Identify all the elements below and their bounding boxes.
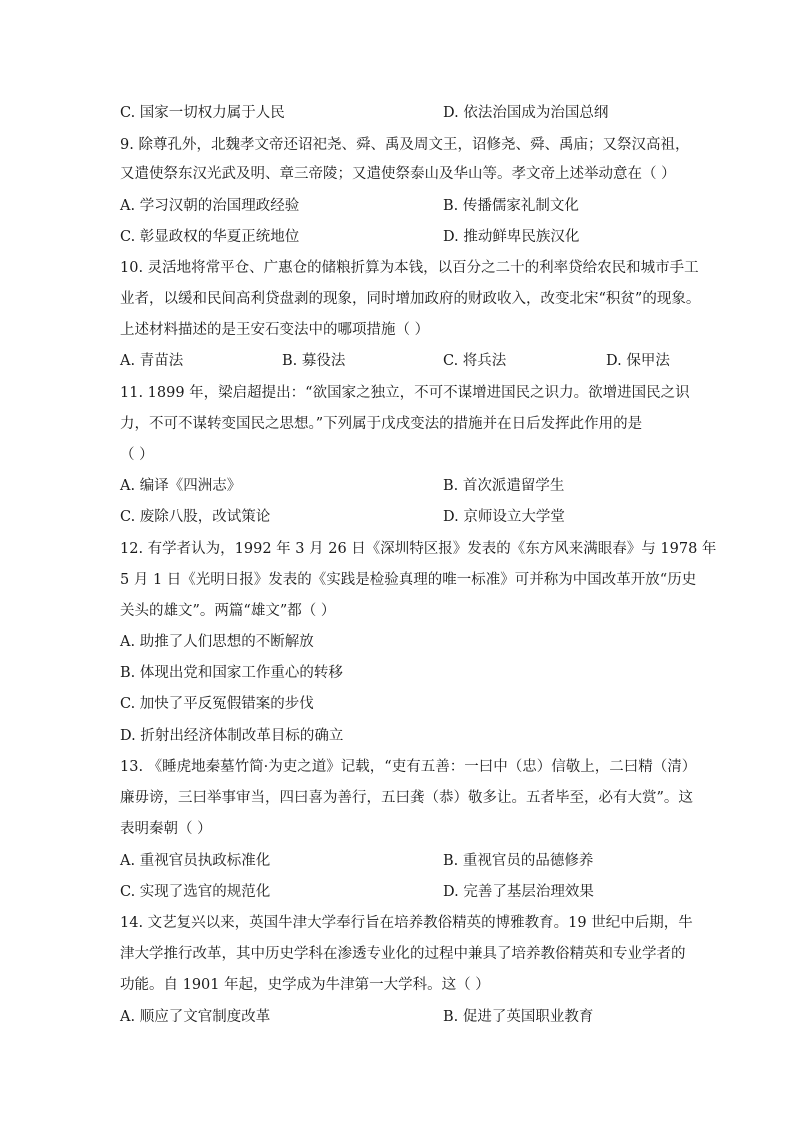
question-11-stem-line-3: （ ） bbox=[120, 447, 154, 463]
question-12-option-b: B. 体现出党和国家工作重心的转移 bbox=[120, 665, 343, 681]
question-11-option-d: D. 京师设立大学堂 bbox=[443, 509, 565, 525]
question-10-stem-line-2: 业者，以缓和民间高利贷盘剥的现象，同时增加政府的财政收入，改变北宋“积贫”的现象。 bbox=[120, 291, 701, 307]
question-13-stem-line-1: 13. 《睡虎地秦墓竹简·为吏之道》记载，“吏有五善：一曰中（忠）信敬上，二曰精（清） bbox=[120, 759, 697, 775]
question-10-option-d: D. 保甲法 bbox=[606, 353, 670, 369]
question-9-stem-line-1: 9. 除尊孔外，北魏孝文帝还诏祀尧、舜、禹及周文王，诏修尧、舜、禹庙；又祭汉高祖， bbox=[120, 137, 690, 153]
question-13-option-d: D. 完善了基层治理效果 bbox=[443, 884, 594, 900]
question-12-option-d: D. 折射出经济体制改革目标的确立 bbox=[120, 728, 344, 744]
question-12-stem-line-2: 5 月 1 日《光明日报》发表的《实践是检验真理的唯一标准》可并称为中国改革开放“历史 bbox=[120, 572, 697, 588]
question-14-stem-line-3: 功能。自 1901 年起，史学成为牛津第一大学科。这（ ） bbox=[120, 977, 490, 993]
question-13-option-c: C. 实现了选官的规范化 bbox=[120, 884, 271, 900]
question-9-option-d: D. 推动鲜卑民族汉化 bbox=[443, 229, 580, 245]
question-11-stem-line-1: 11. 1899 年，梁启超提出：“欲国家之独立，不可不谋增进国民之识力。欲增进国民之识 bbox=[120, 385, 690, 401]
question-14-option-a: A. 顺应了文官制度改革 bbox=[120, 1009, 271, 1025]
question-11-option-c: C. 废除八股，改试策论 bbox=[120, 509, 271, 525]
option-prev-d: D. 依法治国成为治国总纲 bbox=[443, 105, 609, 121]
question-10-stem-line-3: 上述材料描述的是王安石变法中的哪项措施（ ） bbox=[120, 322, 430, 338]
question-12-option-a: A. 助推了人们思想的不断解放 bbox=[120, 634, 314, 650]
question-11-option-b: B. 首次派遣留学生 bbox=[443, 478, 565, 494]
option-prev-c: C. 国家一切权力属于人民 bbox=[120, 105, 285, 121]
question-14-stem-line-2: 津大学推行改革，其中历史学科在渗透专业化的过程中兼具了培养教俗精英和专业学者的 bbox=[120, 946, 686, 962]
question-14-option-b: B. 促进了英国职业教育 bbox=[443, 1009, 594, 1025]
question-14-stem-line-1: 14. 文艺复兴以来，英国牛津大学奉行旨在培养教俗精英的博雅教育。19 世纪中后期，牛 bbox=[120, 915, 693, 931]
question-10-option-a: A. 青苗法 bbox=[120, 353, 184, 369]
question-11-stem-line-2: 力，不可不谋转变国民之思想。”下列属于戊戌变法的措施并在日后发挥此作用的是 bbox=[120, 416, 643, 432]
question-12-stem-line-1: 12. 有学者认为，1992 年 3 月 26 日《深圳特区报》发表的《东方风来满眼春》与 1978 年 bbox=[120, 541, 717, 557]
question-13-option-b: B. 重视官员的品德修养 bbox=[443, 853, 594, 869]
question-12-option-c: C. 加快了平反冤假错案的步伐 bbox=[120, 696, 314, 712]
question-12-stem-line-3: 关头的雄文”。两篇“雄文”都（ ） bbox=[120, 603, 336, 619]
question-13-option-a: A. 重视官员执政标准化 bbox=[120, 853, 271, 869]
question-11-option-a: A. 编译《四洲志》 bbox=[120, 478, 242, 494]
question-9-option-c: C. 彰显政权的华夏正统地位 bbox=[120, 229, 300, 245]
question-13-stem-line-3: 表明秦朝（ ） bbox=[120, 821, 212, 837]
question-10-option-c: C. 将兵法 bbox=[443, 353, 507, 369]
question-9-stem-line-2: 又遣使祭东汉光武及明、章三帝陵；又遣使祭泰山及华山等。孝文帝上述举动意在（ ） bbox=[120, 166, 676, 182]
question-10-option-b: B. 募役法 bbox=[282, 353, 346, 369]
question-9-option-b: B. 传播儒家礼制文化 bbox=[443, 198, 579, 214]
question-13-stem-line-2: 廉毋谤，三曰举事审当，四曰喜为善行，五曰龚（恭）敬多让。五者毕至，必有大赏”。这 bbox=[120, 790, 693, 806]
question-10-stem-line-1: 10. 灵活地将常平仓、广惠仓的储粮折算为本钱，以百分之二十的利率贷给农民和城市手工 bbox=[120, 260, 699, 276]
question-9-option-a: A. 学习汉朝的治国理政经验 bbox=[120, 198, 300, 214]
